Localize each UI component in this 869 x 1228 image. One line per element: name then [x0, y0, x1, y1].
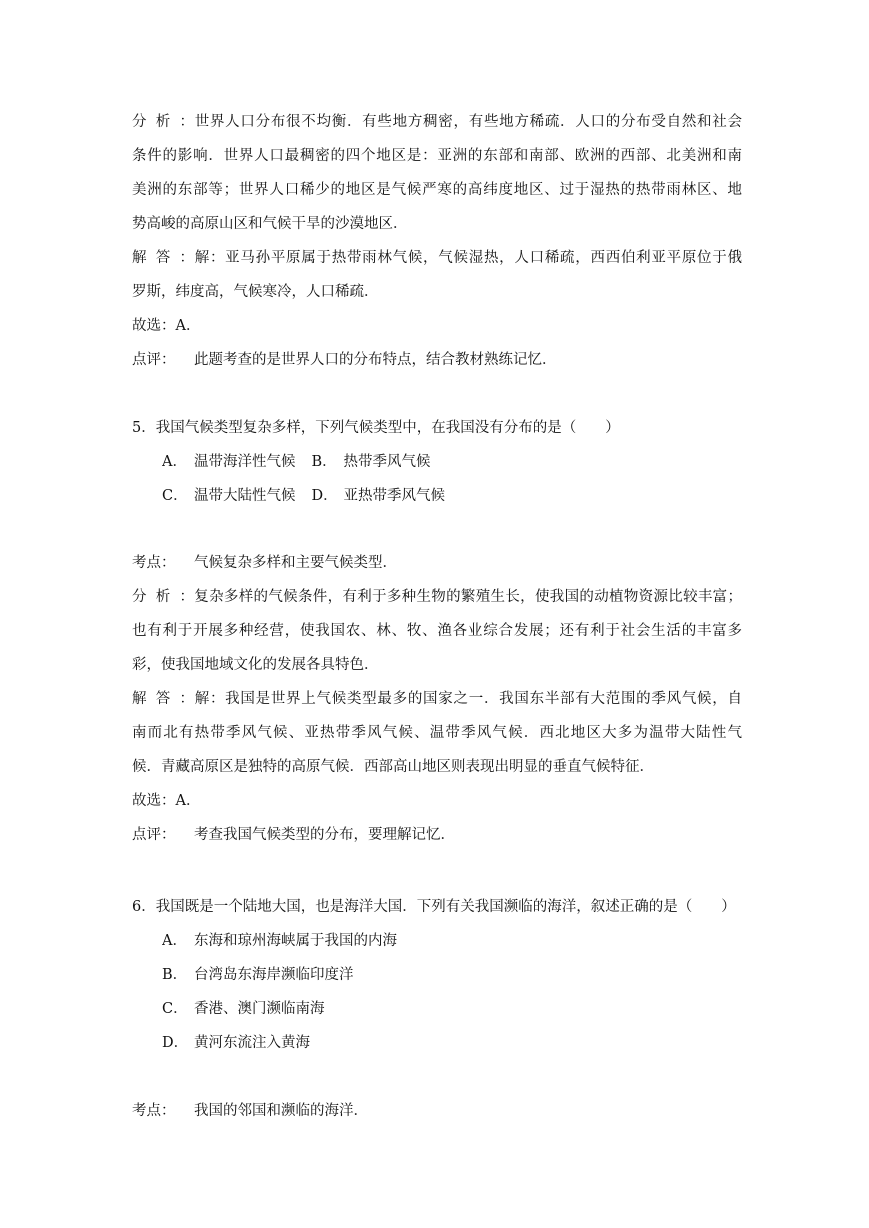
question-6-option-d: D． 黄河东流注入黄海: [162, 1035, 310, 1051]
option-b-text: 热带季风气候: [343, 454, 431, 470]
choice-line: 故选：A．: [132, 318, 201, 334]
analysis-label: 分析：: [132, 114, 194, 130]
choice-line: 故选：A．: [132, 793, 201, 809]
question-5-options-cd: [162, 486, 772, 506]
point-line: 考点： 我国的邻国和濒临的海洋．: [132, 1103, 368, 1119]
answer-label: 解答：: [132, 250, 194, 266]
question-6-option-c: C． 香港、澳门濒临南海: [162, 1001, 325, 1017]
option-letter: B．: [311, 454, 337, 470]
analysis-line: 分析：复杂多样的气候条件，有利于多种生物的繁殖生长，使我国的动植物资源比较丰富；: [132, 589, 742, 605]
analysis-line: 美洲的东部等；世界人口稀少的地区是气候严寒的高纬度地区、过于湿热的热带雨林区、地: [132, 182, 742, 198]
analysis-line: 彩，使我国地域文化的发展各具特色．: [132, 657, 379, 673]
point-line: 考点： 气候复杂多样和主要气候类型．: [132, 555, 397, 571]
option-a-text: 温带海洋性气候: [194, 454, 296, 470]
option-d-text: 亚热带季风气候: [343, 488, 445, 504]
comment-line: 点评： 考查我国气候类型的分布，要理解记忆．: [132, 827, 455, 843]
question-5-options-ab: [162, 452, 772, 472]
option-c-text: 温带大陆性气候: [194, 488, 296, 504]
option-letter: C．: [162, 488, 188, 504]
option-letter: B．: [162, 967, 188, 983]
option-letter: C．: [162, 1001, 188, 1017]
analysis-line: 势高峻的高原山区和气候干旱的沙漠地区．: [132, 216, 408, 232]
point-label: 考点：: [132, 1103, 176, 1119]
answer-line: 解答：解：亚马孙平原属于热带雨林气候，气候湿热，人口稀疏，西西伯利亚平原位于俄: [132, 250, 742, 266]
question-5-stem: 5．我国气候类型复杂多样，下列气候类型中，在我国没有分布的是（ ）: [132, 420, 620, 436]
point-label: 考点：: [132, 555, 176, 571]
answer-line: 南而北有热带季风气候、亚热带季风气候、温带季风气候．西北地区大多为温带大陆性气: [132, 725, 742, 741]
answer-line: 罗斯，纬度高，气候寒冷，人口稀疏．: [132, 284, 379, 300]
option-letter: A．: [162, 933, 187, 949]
answer-label: 解答：: [132, 691, 194, 707]
question-6-stem: 6．我国既是一个陆地大国，也是海洋大国．下列有关我国濒临的海洋，叙述正确的是（ ）: [132, 899, 736, 915]
analysis-label: 分析：: [132, 589, 194, 605]
comment-label: 点评：: [132, 827, 176, 843]
analysis-line: 分析：世界人口分布很不均衡．有些地方稠密，有些地方稀疏．人口的分布受自然和社会: [132, 114, 742, 130]
question-6-option-a: A． 东海和琼州海峡属于我国的内海: [162, 933, 397, 949]
comment-label: 点评：: [132, 352, 176, 368]
question-6-option-b: B． 台湾岛东海岸濒临印度洋: [162, 967, 354, 983]
option-letter: D．: [162, 1035, 189, 1051]
analysis-line: 也有利于开展多种经营，使我国农、林、牧、渔各业综合发展；还有利于社会生活的丰富多: [132, 623, 742, 639]
comment-line: 点评： 此题考查的是世界人口的分布特点，结合教材熟练记忆．: [132, 352, 557, 368]
option-letter: A．: [162, 454, 187, 470]
analysis-line: 条件的影响．世界人口最稠密的四个地区是：亚洲的东部和南部、欧洲的西部、北美洲和南: [132, 148, 742, 164]
option-letter: D．: [311, 488, 338, 504]
answer-line: 解答：解：我国是世界上气候类型最多的国家之一．我国东半部有大范围的季风气候，自: [132, 691, 742, 707]
answer-line: 候．青藏高原区是独特的高原气候．西部高山地区则表现出明显的垂直气候特征．: [132, 759, 654, 775]
